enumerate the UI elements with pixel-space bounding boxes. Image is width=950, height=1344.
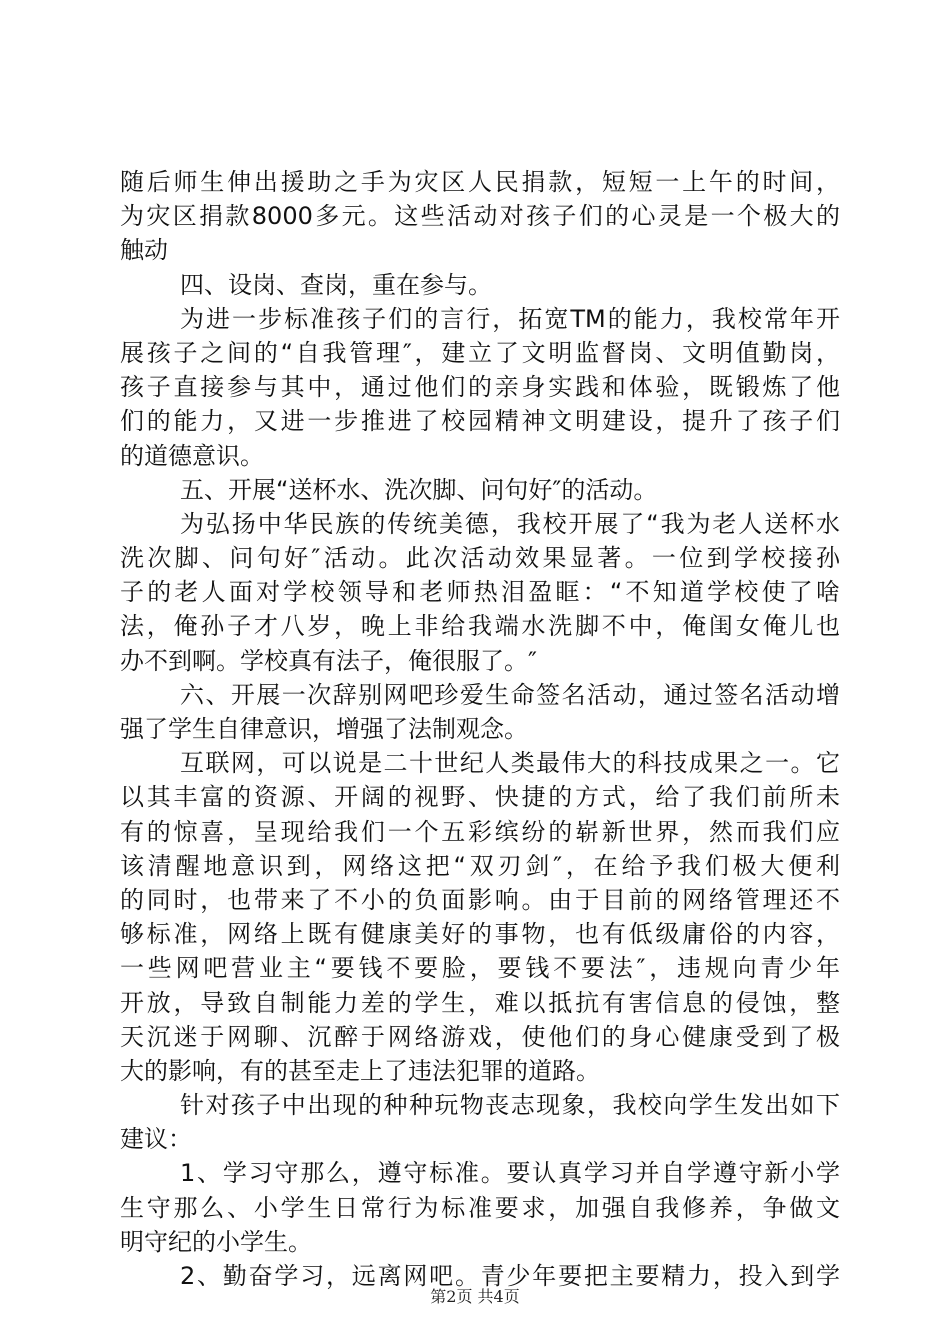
text-line: 展孩子之间的“自我管理″，建立了文明监督岗、文明值勤岗， xyxy=(120,338,840,367)
text-line: 有的惊喜，呈现给我们一个五彩缤纷的崭新世界，然而我们应 xyxy=(120,817,840,846)
text-line: 大的影响，有的甚至走上了违法犯罪的道路。 xyxy=(120,1056,600,1085)
text-line: 为进一步标准孩子们的言行，拓宽TM的能力，我校常年开 xyxy=(180,304,840,333)
text-line: 建议： xyxy=(120,1125,192,1154)
text-line: 五、开展“送杯水、洗次脚、问句好″的活动。 xyxy=(180,475,658,504)
text-line: 子的老人面对学校领导和老师热泪盈眶：“不知道学校使了啥 xyxy=(120,578,840,607)
text-line: 孩子直接参与其中，通过他们的亲身实践和体验，既锻炼了他 xyxy=(120,373,840,402)
text-line: 随后师生伸出援助之手为灾区人民捐款，短短一上午的时间， xyxy=(120,168,840,196)
text-line: 天沉迷于网聊、沉醉于网络游戏，使他们的身心健康受到了极 xyxy=(120,1022,840,1051)
text-line: 法，俺孙子才八岁，晚上非给我端水洗脚不中，俺闺女俺儿也 xyxy=(120,612,840,641)
text-line: 1、学习守那么，遵守标准。要认真学习并自学遵守新小学 xyxy=(180,1159,840,1188)
text-line: 强了学生自律意识，增强了法制观念。 xyxy=(120,715,528,743)
text-line: 们的能力，又进一步推进了校园精神文明建设，提升了孩子们 xyxy=(120,407,840,436)
text-line: 针对孩子中出现的种种玩物丧志现象，我校向学生发出如下 xyxy=(180,1091,840,1120)
text-line: 为弘扬中华民族的传统美德，我校开展了“我为老人送杯水 xyxy=(180,509,840,538)
document-body xyxy=(120,165,840,1293)
text-line: 洗次脚、问句好″活动。此次活动效果显著。一位到学校接孙 xyxy=(120,544,840,573)
text-line: 为灾区捐款8000多元。这些活动对孩子们的心灵是一个极大的 xyxy=(120,202,840,231)
text-line: 2、勤奋学习，远离网吧。青少年要把主要精力，投入到学 xyxy=(180,1262,840,1290)
page-footer: 第2页 共4页 xyxy=(430,1287,520,1306)
text-line: 生守那么、小学生日常行为标准要求，加强自我修养，争做文 xyxy=(120,1193,840,1222)
text-line: 一些网吧营业主“要钱不要脸，要钱不要法″，违规向青少年 xyxy=(120,954,840,983)
text-line: 互联网，可以说是二十世纪人类最伟大的科技成果之一。它 xyxy=(180,749,840,778)
text-line: 以其丰富的资源、开阔的视野、快捷的方式，给了我们前所未 xyxy=(120,783,840,812)
text-line: 够标准，网络上既有健康美好的事物，也有低级庸俗的内容， xyxy=(120,920,840,949)
text-line: 办不到啊。学校真有法子，俺很服了。″ xyxy=(120,646,537,675)
text-line: 的道德意识。 xyxy=(120,441,264,470)
text-line: 明守纪的小学生。 xyxy=(120,1227,312,1256)
text-line: 的同时，也带来了不小的负面影响。由于目前的网络管理还不 xyxy=(120,885,840,914)
text-line: 开放，导致自制能力差的学生，难以抵抗有害信息的侵蚀，整 xyxy=(120,988,840,1017)
text-line: 触动 xyxy=(120,236,168,265)
text-line: 该清醒地意识到，网络这把“双刃剑″，在给予我们极大便利 xyxy=(120,851,840,880)
text-line: 六、开展一次辞别网吧珍爱生命签名活动，通过签名活动增 xyxy=(180,680,840,709)
text-line: 四、设岗、查岗，重在参与。 xyxy=(180,270,492,299)
